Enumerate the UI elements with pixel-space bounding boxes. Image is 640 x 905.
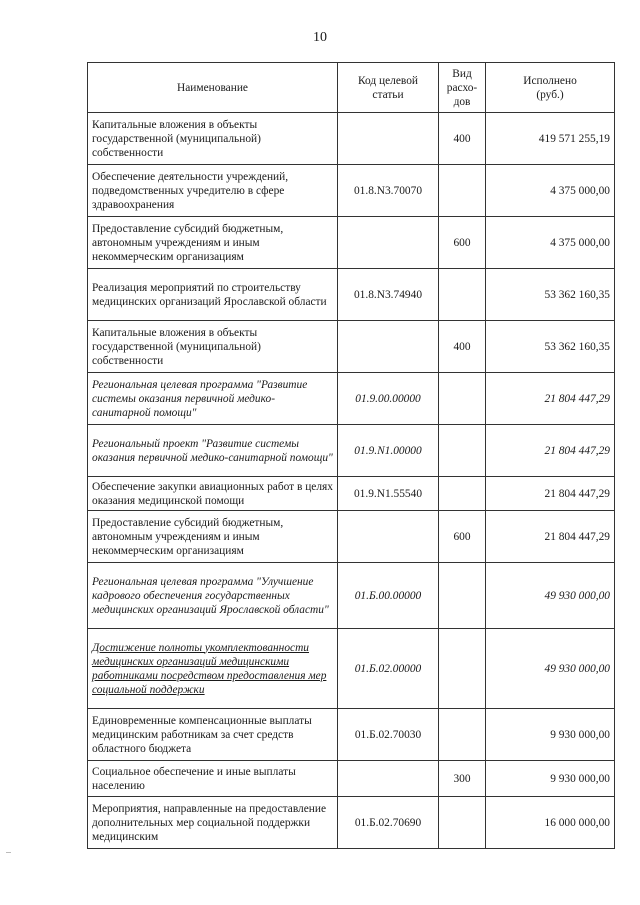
cell-name: Региональная целевая программа "Улучшение кадрового обеспечения государственных медицинских организаций Ярославской области" (88, 563, 338, 629)
cell-name: Обеспечение закупки авиационных работ в целях оказания медицинской помощи (88, 477, 338, 511)
table-row (88, 113, 615, 165)
cell-code: 01.Б.02.70030 (338, 709, 439, 761)
cell-name: Реализация мероприятий по строительству медицинских организаций Ярославской области (88, 269, 338, 321)
cell-amount: 49 930 000,00 (486, 629, 615, 709)
page-number: 10 (313, 30, 327, 45)
table-row (88, 477, 615, 511)
cell-amount: 4 375 000,00 (486, 165, 615, 217)
cell-amount: 21 804 447,29 (486, 511, 615, 563)
cell-type: 600 (439, 511, 486, 563)
cell-amount: 9 930 000,00 (486, 709, 615, 761)
cell-amount: 16 000 000,00 (486, 797, 615, 849)
table-row (88, 217, 615, 269)
cell-type (439, 425, 486, 477)
cell-amount: 21 804 447,29 (486, 477, 615, 511)
cell-name: Предоставление субсидий бюджетным, автономным учреждениям и иным некоммерческим организациям (88, 217, 338, 269)
margin-mark (6, 852, 11, 853)
cell-amount: 21 804 447,29 (486, 373, 615, 425)
table-row (88, 511, 615, 563)
cell-name: Единовременные компенсационные выплаты медицинским работникам за счет средств областного бюджета (88, 709, 338, 761)
cell-code: 01.9.00.00000 (338, 373, 439, 425)
cell-type: 400 (439, 321, 486, 373)
cell-code: 01.8.N3.74940 (338, 269, 439, 321)
cell-code: 01.Б.00.00000 (338, 563, 439, 629)
cell-name: Социальное обеспечение и иные выплаты населению (88, 761, 338, 797)
cell-type (439, 269, 486, 321)
cell-amount: 419 571 255,19 (486, 113, 615, 165)
cell-name: Достижение полноты укомплектованности медицинских организаций медицинскими работниками посредством предоставления мер социальной поддержки (88, 629, 338, 709)
cell-amount: 53 362 160,35 (486, 321, 615, 373)
cell-type (439, 709, 486, 761)
cell-type (439, 797, 486, 849)
cell-code (338, 511, 439, 563)
cell-name: Региональный проект "Развитие системы оказания первичной медико-санитарной помощи" (88, 425, 338, 477)
table-row (88, 761, 615, 797)
cell-type: 600 (439, 217, 486, 269)
cell-amount: 4 375 000,00 (486, 217, 615, 269)
table-row (88, 629, 615, 709)
expenditure-table (87, 62, 615, 849)
cell-code (338, 761, 439, 797)
table-row (88, 269, 615, 321)
cell-code (338, 217, 439, 269)
cell-name: Обеспечение деятельности учреждений, подведомственных учредителю в сфере здравоохранения (88, 165, 338, 217)
cell-type: 400 (439, 113, 486, 165)
cell-amount: 53 362 160,35 (486, 269, 615, 321)
header-name: Наименование (88, 63, 338, 113)
cell-type (439, 563, 486, 629)
cell-code (338, 321, 439, 373)
table-row (88, 709, 615, 761)
cell-type (439, 165, 486, 217)
cell-code: 01.8.N3.70070 (338, 165, 439, 217)
table-row (88, 563, 615, 629)
header-type: Вид расхо- дов (439, 63, 486, 113)
cell-code: 01.Б.02.70690 (338, 797, 439, 849)
cell-amount: 9 930 000,00 (486, 761, 615, 797)
cell-name: Предоставление субсидий бюджетным, автономным учреждениям и иным некоммерческим организациям (88, 511, 338, 563)
cell-name: Капитальные вложения в объекты государственной (муниципальной) собственности (88, 321, 338, 373)
cell-name: Региональная целевая программа "Развитие системы оказания первичной медико-санитарной помощи" (88, 373, 338, 425)
cell-type: 300 (439, 761, 486, 797)
table-row (88, 165, 615, 217)
table-row (88, 321, 615, 373)
cell-amount: 21 804 447,29 (486, 425, 615, 477)
cell-code (338, 113, 439, 165)
table-header-row (88, 63, 615, 113)
cell-name: Капитальные вложения в объекты государственной (муниципальной) собственности (88, 113, 338, 165)
cell-code: 01.9.N1.00000 (338, 425, 439, 477)
cell-type (439, 477, 486, 511)
table-row (88, 425, 615, 477)
cell-name: Мероприятия, направленные на предоставление дополнительных мер социальной поддержки медицинским (88, 797, 338, 849)
cell-type (439, 629, 486, 709)
table-row (88, 373, 615, 425)
cell-code: 01.Б.02.00000 (338, 629, 439, 709)
cell-code: 01.9.N1.55540 (338, 477, 439, 511)
cell-type (439, 373, 486, 425)
header-amount: Исполнено (руб.) (486, 63, 615, 113)
cell-amount: 49 930 000,00 (486, 563, 615, 629)
header-code: Код целевой статьи (338, 63, 439, 113)
table-row (88, 797, 615, 849)
